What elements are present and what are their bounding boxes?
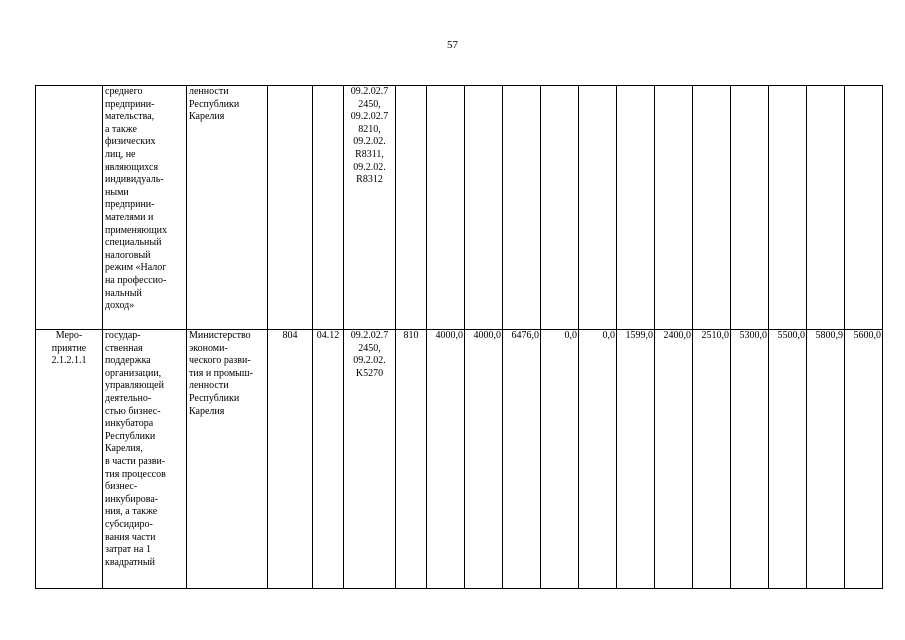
vr-cell	[396, 86, 427, 330]
value-cell	[693, 86, 731, 330]
value-cell: 6476,0	[503, 330, 541, 589]
value-cell	[655, 86, 693, 330]
rzpr-cell: 04.12	[313, 330, 344, 589]
grbs-cell: 804	[268, 330, 313, 589]
value-cell: 4000,0	[427, 330, 465, 589]
table-row	[36, 330, 883, 589]
value-cell: 0,0	[579, 330, 617, 589]
grbs-cell	[268, 86, 313, 330]
measure-cell	[36, 86, 103, 330]
value-cell	[617, 86, 655, 330]
value-cell	[845, 86, 883, 330]
value-cell	[579, 86, 617, 330]
value-cell	[465, 86, 503, 330]
description-cell: государ- ственная поддержка организации, управляющей деятельно- стью бизнес- инкубатора Республики Карелия, в части разви- тия процессов бизнес- инкубирова- ния, а также субсидиро- вания части затрат на 1 квадратный	[103, 330, 187, 589]
rzpr-cell	[313, 86, 344, 330]
value-cell	[503, 86, 541, 330]
value-cell: 4000,0	[465, 330, 503, 589]
measure-cell: Меро- приятие 2.1.2.1.1	[36, 330, 103, 589]
description-cell: среднего предприни- мательства, а также физических лиц, не являющихся индивидуаль- ными предприни- мателями и применяющих специальный налоговый режим «Налог на профессио- нальный доход»	[103, 86, 187, 330]
value-cell: 2400,0	[655, 330, 693, 589]
table-row	[36, 86, 883, 330]
vr-cell: 810	[396, 330, 427, 589]
value-cell: 2510,0	[693, 330, 731, 589]
value-cell	[769, 86, 807, 330]
value-cell: 5800,9	[807, 330, 845, 589]
executor-cell: Министерство экономи- ческого разви- тия и промыш- ленности Республики Карелия	[187, 330, 268, 589]
value-cell	[427, 86, 465, 330]
executor-cell: ленности Республики Карелия	[187, 86, 268, 330]
value-cell	[731, 86, 769, 330]
value-cell	[807, 86, 845, 330]
value-cell: 0,0	[541, 330, 579, 589]
program-table	[35, 85, 883, 589]
value-cell: 5600,0	[845, 330, 883, 589]
page-number: 57	[447, 39, 458, 51]
value-cell: 1599,0	[617, 330, 655, 589]
value-cell	[541, 86, 579, 330]
value-cell: 5300,0	[731, 330, 769, 589]
csr-cell: 09.2.02.7 2450, 09.2.02. K5270	[344, 330, 396, 589]
value-cell: 5500,0	[769, 330, 807, 589]
csr-cell: 09.2.02.7 2450, 09.2.02.7 8210, 09.2.02. R8311, 09.2.02. R8312	[344, 86, 396, 330]
